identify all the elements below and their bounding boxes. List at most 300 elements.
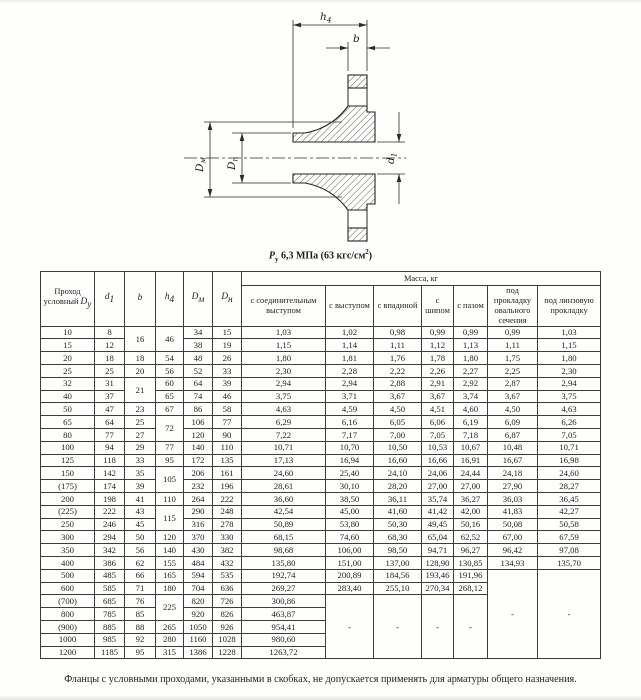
- col-header-dm: $D_м$: [184, 272, 213, 327]
- table-cell: 1,15: [538, 339, 601, 352]
- table-cell: 151,00: [326, 556, 374, 569]
- table-cell: 2,27: [454, 365, 488, 378]
- table-cell: 1000: [41, 633, 95, 646]
- table-cell: 885: [95, 620, 125, 633]
- table-cell: 50: [125, 531, 156, 544]
- table-cell: 4,60: [454, 403, 488, 416]
- table-cell: 484: [184, 556, 213, 569]
- table-cell: 1160: [184, 633, 213, 646]
- table-cell: 92: [125, 633, 156, 646]
- dim-label-dn: $D_п$: [226, 156, 240, 170]
- table-cell: 54: [156, 352, 184, 365]
- table-cell: 15: [213, 326, 242, 339]
- table-cell: 704: [184, 582, 213, 595]
- table-cell: 2,28: [326, 365, 374, 378]
- table-cell: 191,96: [454, 569, 488, 582]
- dim-label-b: b: [353, 33, 360, 45]
- table-cell: (225): [41, 505, 95, 518]
- table-cell: 37: [95, 390, 125, 403]
- table-row: [41, 492, 601, 505]
- table-cell: 370: [184, 531, 213, 544]
- table-cell: 10,71: [538, 441, 601, 454]
- table-row: [41, 454, 601, 467]
- table-cell: 120: [184, 429, 213, 442]
- table-cell: 98,68: [242, 544, 326, 557]
- table-cell: 386: [95, 556, 125, 569]
- table-cell: 18: [95, 352, 125, 365]
- table-row: [41, 365, 601, 378]
- table-row: [41, 556, 601, 569]
- table-cell: 41: [125, 492, 156, 505]
- table-cell: 6,29: [242, 416, 326, 429]
- table-cell: 1050: [184, 620, 213, 633]
- table-cell: 198: [95, 492, 125, 505]
- table-cell: 135,70: [538, 556, 601, 569]
- table-row: [41, 352, 601, 365]
- table-cell: 67: [156, 403, 184, 416]
- table-cell: 1,15: [242, 339, 326, 352]
- table-cell: 184,56: [374, 569, 422, 582]
- table-cell: 50: [41, 403, 95, 416]
- table-cell: 21: [125, 377, 156, 403]
- table-cell: 4,50: [488, 403, 538, 416]
- table-cell: 155: [156, 556, 184, 569]
- table-cell: 246: [95, 518, 125, 531]
- table-cell: 90: [213, 429, 242, 442]
- table-cell: 2,92: [454, 377, 488, 390]
- table-cell: 46: [156, 326, 184, 352]
- table-cell: 400: [41, 556, 95, 569]
- table-cell: 50,16: [454, 518, 488, 531]
- table-cell: 1,78: [422, 352, 454, 365]
- table-cell: 45,00: [326, 505, 374, 518]
- table-cell: 86: [184, 403, 213, 416]
- table-cell: 594: [184, 569, 213, 582]
- table-cell: 1,11: [374, 339, 422, 352]
- pressure-caption: $Р_у$ 6,3 МПа (63 кгс/$см^2$): [268, 248, 373, 264]
- table-cell: 74,60: [326, 531, 374, 544]
- table-cell: 140: [156, 544, 184, 557]
- table-cell: 98,50: [374, 544, 422, 557]
- table-cell: 1200: [41, 646, 95, 659]
- table-cell: 165: [156, 569, 184, 582]
- table-cell: 41,60: [374, 505, 422, 518]
- footnote-text: Фланцы с условными проходами, указанными в скобках, не допускается применять для арматуры общего назначения.: [64, 674, 577, 685]
- table-cell: 6,06: [422, 416, 454, 429]
- table-cell: 24,06: [422, 467, 454, 480]
- col-header-h4: $h_4$: [156, 272, 184, 327]
- table-cell: 40: [41, 390, 95, 403]
- table-cell: 4,50: [374, 403, 422, 416]
- table-cell: 27: [125, 429, 156, 442]
- table-cell: 18: [125, 352, 156, 365]
- table-cell: 726: [213, 595, 242, 608]
- table-cell: 6,16: [326, 416, 374, 429]
- table-cell: 53,80: [326, 518, 374, 531]
- table-cell: 128,90: [422, 556, 454, 569]
- table-cell: 585: [95, 582, 125, 595]
- dim-label-h4: $h_4$: [320, 11, 332, 25]
- table-cell: 0,98: [374, 326, 422, 339]
- table-cell: 50,08: [488, 518, 538, 531]
- table-cell: 432: [213, 556, 242, 569]
- table-cell: 67,00: [488, 531, 538, 544]
- table-cell: 65: [41, 416, 95, 429]
- table-cell: 24,10: [374, 467, 422, 480]
- table-cell: 1,81: [326, 352, 374, 365]
- table-cell: 125: [41, 454, 95, 467]
- table-cell: 88: [125, 620, 156, 633]
- table-cell: 180: [156, 582, 184, 595]
- table-cell: 120: [156, 531, 184, 544]
- table-cell: 278: [213, 518, 242, 531]
- table-header: [41, 272, 601, 327]
- table-cell: 485: [95, 569, 125, 582]
- table-cell: 42,54: [242, 505, 326, 518]
- table-row: [41, 569, 601, 582]
- table-cell: 7,22: [242, 429, 326, 442]
- table-cell: 1,11: [488, 339, 538, 352]
- table-cell: 50,58: [538, 518, 601, 531]
- table-cell: 31: [95, 377, 125, 390]
- table-cell: 52: [184, 365, 213, 378]
- dim-label-d1: $d_1$: [385, 152, 399, 164]
- table-cell: 800: [41, 608, 95, 621]
- table-cell: 250: [41, 518, 95, 531]
- table-cell: 47: [95, 403, 125, 416]
- table-cell: 200: [41, 492, 95, 505]
- table-cell: 24,18: [488, 467, 538, 480]
- table-cell: 41,83: [488, 505, 538, 518]
- table-cell: 430: [184, 544, 213, 557]
- table-cell: 600: [41, 582, 95, 595]
- table-cell: 30,10: [326, 480, 374, 493]
- col-header-b: b: [125, 272, 156, 327]
- table-cell: 535: [213, 569, 242, 582]
- col-header-mass-group: Масса, кг: [242, 272, 601, 286]
- table-cell: 1185: [95, 646, 125, 659]
- table-cell: 12: [95, 339, 125, 352]
- table-cell: 118: [95, 454, 125, 467]
- table-cell: 49,45: [422, 518, 454, 531]
- table-cell: 29: [125, 441, 156, 454]
- table-cell: 294: [95, 531, 125, 544]
- table-row: [41, 480, 601, 493]
- table-cell: 3,75: [538, 390, 601, 403]
- table-cell: 2,25: [488, 365, 538, 378]
- table-cell: 161: [213, 467, 242, 480]
- table-cell: 463,87: [242, 608, 326, 621]
- table-cell: 106: [184, 416, 213, 429]
- table-row: [41, 518, 601, 531]
- table-cell: 0,99: [454, 326, 488, 339]
- table-cell: 46: [213, 390, 242, 403]
- table-cell: 135: [213, 454, 242, 467]
- table-cell: 10,70: [326, 441, 374, 454]
- table-cell: 7,17: [326, 429, 374, 442]
- table-cell: 270,34: [422, 582, 454, 595]
- table-cell: 3,67: [488, 390, 538, 403]
- table-cell: 2,30: [538, 365, 601, 378]
- table-cell: 95: [125, 646, 156, 659]
- table-cell: 7,05: [538, 429, 601, 442]
- table-cell: 225: [156, 595, 184, 621]
- table-cell: 95: [156, 454, 184, 467]
- table-cell: 222: [95, 505, 125, 518]
- table-cell: 74: [184, 390, 213, 403]
- table-cell: -: [422, 595, 454, 659]
- col-header-mass-oval: под прокладку овального сечения: [488, 286, 538, 327]
- col-header-mass-vpadina: с впадиной: [374, 286, 422, 327]
- table-row: [41, 531, 601, 544]
- table-cell: 269,27: [242, 582, 326, 595]
- table-cell: (700): [41, 595, 95, 608]
- table-cell: 33: [213, 365, 242, 378]
- table-cell: 255,10: [374, 582, 422, 595]
- table-cell: 685: [95, 595, 125, 608]
- table-row: [41, 505, 601, 518]
- table-cell: 94,71: [422, 544, 454, 557]
- table-cell: 110: [156, 492, 184, 505]
- table-cell: 115: [156, 505, 184, 531]
- table-cell: 76: [125, 595, 156, 608]
- table-cell: 16,66: [422, 454, 454, 467]
- table-cell: 1386: [184, 646, 213, 659]
- table-cell: 27,00: [422, 480, 454, 493]
- table-cell: 6,19: [454, 416, 488, 429]
- table-row: [41, 441, 601, 454]
- table-cell: 2,88: [374, 377, 422, 390]
- table-cell: 4,59: [326, 403, 374, 416]
- table-cell: 2,26: [422, 365, 454, 378]
- table-cell: 137,00: [374, 556, 422, 569]
- table-cell: 0,99: [422, 326, 454, 339]
- table-cell: 48: [184, 352, 213, 365]
- table-cell: 105: [156, 467, 184, 493]
- table-cell: 200,89: [326, 569, 374, 582]
- table-cell: 50,89: [242, 518, 326, 531]
- table-cell: 248: [213, 505, 242, 518]
- table-cell: 110: [213, 441, 242, 454]
- table-cell: -: [326, 595, 374, 659]
- table-cell: 130,85: [454, 556, 488, 569]
- table-cell: 1,03: [242, 326, 326, 339]
- table-cell: 16,60: [374, 454, 422, 467]
- table-cell: 290: [184, 505, 213, 518]
- table-cell: 342: [95, 544, 125, 557]
- table-cell: 382: [213, 544, 242, 557]
- table-cell: 28,20: [374, 480, 422, 493]
- table-cell: 2,91: [422, 377, 454, 390]
- table-cell: 36,45: [538, 492, 601, 505]
- table-cell: 77: [95, 429, 125, 442]
- table-cell: 980,60: [242, 633, 326, 646]
- table-cell: 985: [95, 633, 125, 646]
- table-cell: 4,63: [538, 403, 601, 416]
- table-cell: 6,05: [374, 416, 422, 429]
- table-cell: 15: [41, 339, 95, 352]
- table-cell: 134,93: [488, 556, 538, 569]
- table-cell: 3,67: [422, 390, 454, 403]
- table-cell: 10,53: [422, 441, 454, 454]
- col-header-mass-lens: под линзовую прокладку: [538, 286, 601, 327]
- table-cell: 3,67: [374, 390, 422, 403]
- table-cell: 94: [95, 441, 125, 454]
- table-cell: 193,46: [422, 569, 454, 582]
- table-cell: 330: [213, 531, 242, 544]
- table-cell: 97,08: [538, 544, 601, 557]
- table-container: [40, 271, 601, 659]
- table-cell: 16,94: [326, 454, 374, 467]
- table-cell: 36,27: [454, 492, 488, 505]
- table-cell: 300: [41, 531, 95, 544]
- table-cell: 67,59: [538, 531, 601, 544]
- table-cell: 2,94: [538, 377, 601, 390]
- table-cell: 4,51: [422, 403, 454, 416]
- table-cell: 36,60: [242, 492, 326, 505]
- table-cell: 10,50: [374, 441, 422, 454]
- table-cell: 56: [125, 544, 156, 557]
- table-cell: 62,52: [454, 531, 488, 544]
- table-cell: 2,22: [374, 365, 422, 378]
- table-cell: -: [454, 595, 488, 659]
- col-header-mass-paz: с пазом: [454, 286, 488, 327]
- table-cell: 636: [213, 582, 242, 595]
- table-cell: 10,67: [454, 441, 488, 454]
- table-cell: 2,94: [326, 377, 374, 390]
- table-cell: 96,42: [488, 544, 538, 557]
- table-cell: 192,74: [242, 569, 326, 582]
- flange-mass-table: [40, 271, 601, 659]
- col-header-mass-ship: с шипом: [422, 286, 454, 327]
- table-cell: 265: [156, 620, 184, 633]
- table-cell: 7,05: [422, 429, 454, 442]
- table-cell: 826: [213, 608, 242, 621]
- table-cell: 196: [213, 480, 242, 493]
- table-cell: 1,13: [454, 339, 488, 352]
- table-cell: 6,26: [538, 416, 601, 429]
- table-cell: (900): [41, 620, 95, 633]
- table-cell: 350: [41, 544, 95, 557]
- table-row: [41, 403, 601, 416]
- table-cell: 1,14: [326, 339, 374, 352]
- table-cell: 1028: [213, 633, 242, 646]
- table-cell: 500: [41, 569, 95, 582]
- table-cell: 80: [41, 429, 95, 442]
- table-cell: 60: [156, 377, 184, 390]
- header-row-top: [41, 272, 601, 286]
- table-cell: 280: [156, 633, 184, 646]
- table-cell: 926: [213, 620, 242, 633]
- table-cell: 17,13: [242, 454, 326, 467]
- table-cell: 106,00: [326, 544, 374, 557]
- table-cell: 58: [213, 403, 242, 416]
- table-cell: 28,61: [242, 480, 326, 493]
- table-cell: 77: [213, 416, 242, 429]
- table-cell: 2,30: [242, 365, 326, 378]
- table-cell: 172: [184, 454, 213, 467]
- table-cell: 50,30: [374, 518, 422, 531]
- table-cell: 39: [213, 377, 242, 390]
- table-cell: 23: [125, 403, 156, 416]
- table-cell: 25: [95, 365, 125, 378]
- flange-rim-bottom: [348, 228, 367, 241]
- table-cell: 206: [184, 467, 213, 480]
- table-row: [41, 326, 601, 339]
- table-cell: 66: [125, 569, 156, 582]
- table-cell: 0,99: [488, 326, 538, 339]
- table-cell: 268,12: [454, 582, 488, 595]
- table-cell: 264: [184, 492, 213, 505]
- table-cell: 10,71: [242, 441, 326, 454]
- table-cell: 65,04: [422, 531, 454, 544]
- table-cell: 1,12: [422, 339, 454, 352]
- table-cell: 64: [184, 377, 213, 390]
- table-cell: 16,91: [454, 454, 488, 467]
- table-cell: 25: [125, 416, 156, 429]
- table-cell: 1,80: [242, 352, 326, 365]
- table-cell: 954,41: [242, 620, 326, 633]
- table-cell: 64: [95, 416, 125, 429]
- table-row: [41, 467, 601, 480]
- table-cell: 42,00: [454, 505, 488, 518]
- table-cell: 3,75: [242, 390, 326, 403]
- table-cell: 6,09: [488, 416, 538, 429]
- table-cell: 42,27: [538, 505, 601, 518]
- dim-label-dm: $D_м$: [194, 157, 208, 172]
- table-cell: 7,00: [374, 429, 422, 442]
- table-cell: 19: [213, 339, 242, 352]
- table-cell: 36,11: [374, 492, 422, 505]
- flange-section-bottom: [293, 174, 375, 210]
- table-cell: 85: [125, 608, 156, 621]
- table-cell: 72: [156, 416, 184, 442]
- table-cell: 96,27: [454, 544, 488, 557]
- table-cell: 24,60: [242, 467, 326, 480]
- table-cell: 232: [184, 480, 213, 493]
- table-cell: 140: [184, 441, 213, 454]
- table-cell: 68,15: [242, 531, 326, 544]
- table-cell: 35,74: [422, 492, 454, 505]
- table-cell: 26: [213, 352, 242, 365]
- table-cell: 27,00: [454, 480, 488, 493]
- table-cell: 7,18: [454, 429, 488, 442]
- table-cell: 1228: [213, 646, 242, 659]
- scan-artifact-bottom: [0, 695, 641, 700]
- table-cell: 77: [156, 441, 184, 454]
- table-row: [41, 377, 601, 390]
- table-cell: 41,42: [422, 505, 454, 518]
- flange-rim-top: [348, 75, 367, 88]
- table-cell: 62: [125, 556, 156, 569]
- table-cell: 10,48: [488, 441, 538, 454]
- table-cell: 785: [95, 608, 125, 621]
- table-cell: 33: [125, 454, 156, 467]
- table-cell: 4,63: [242, 403, 326, 416]
- table-cell: 1,75: [488, 352, 538, 365]
- col-header-dn: $D_н$: [213, 272, 242, 327]
- flange-drawing-container: [170, 0, 470, 246]
- table-cell: 24,60: [538, 467, 601, 480]
- table-cell: 27,90: [488, 480, 538, 493]
- table-cell: 45: [125, 518, 156, 531]
- table-cell: 150: [41, 467, 95, 480]
- table-cell: 135,80: [242, 556, 326, 569]
- table-cell: 35: [125, 467, 156, 480]
- flange-section-top: [293, 106, 375, 142]
- col-header-mass-vystup: с выступом: [326, 286, 374, 327]
- table-cell: 32: [41, 377, 95, 390]
